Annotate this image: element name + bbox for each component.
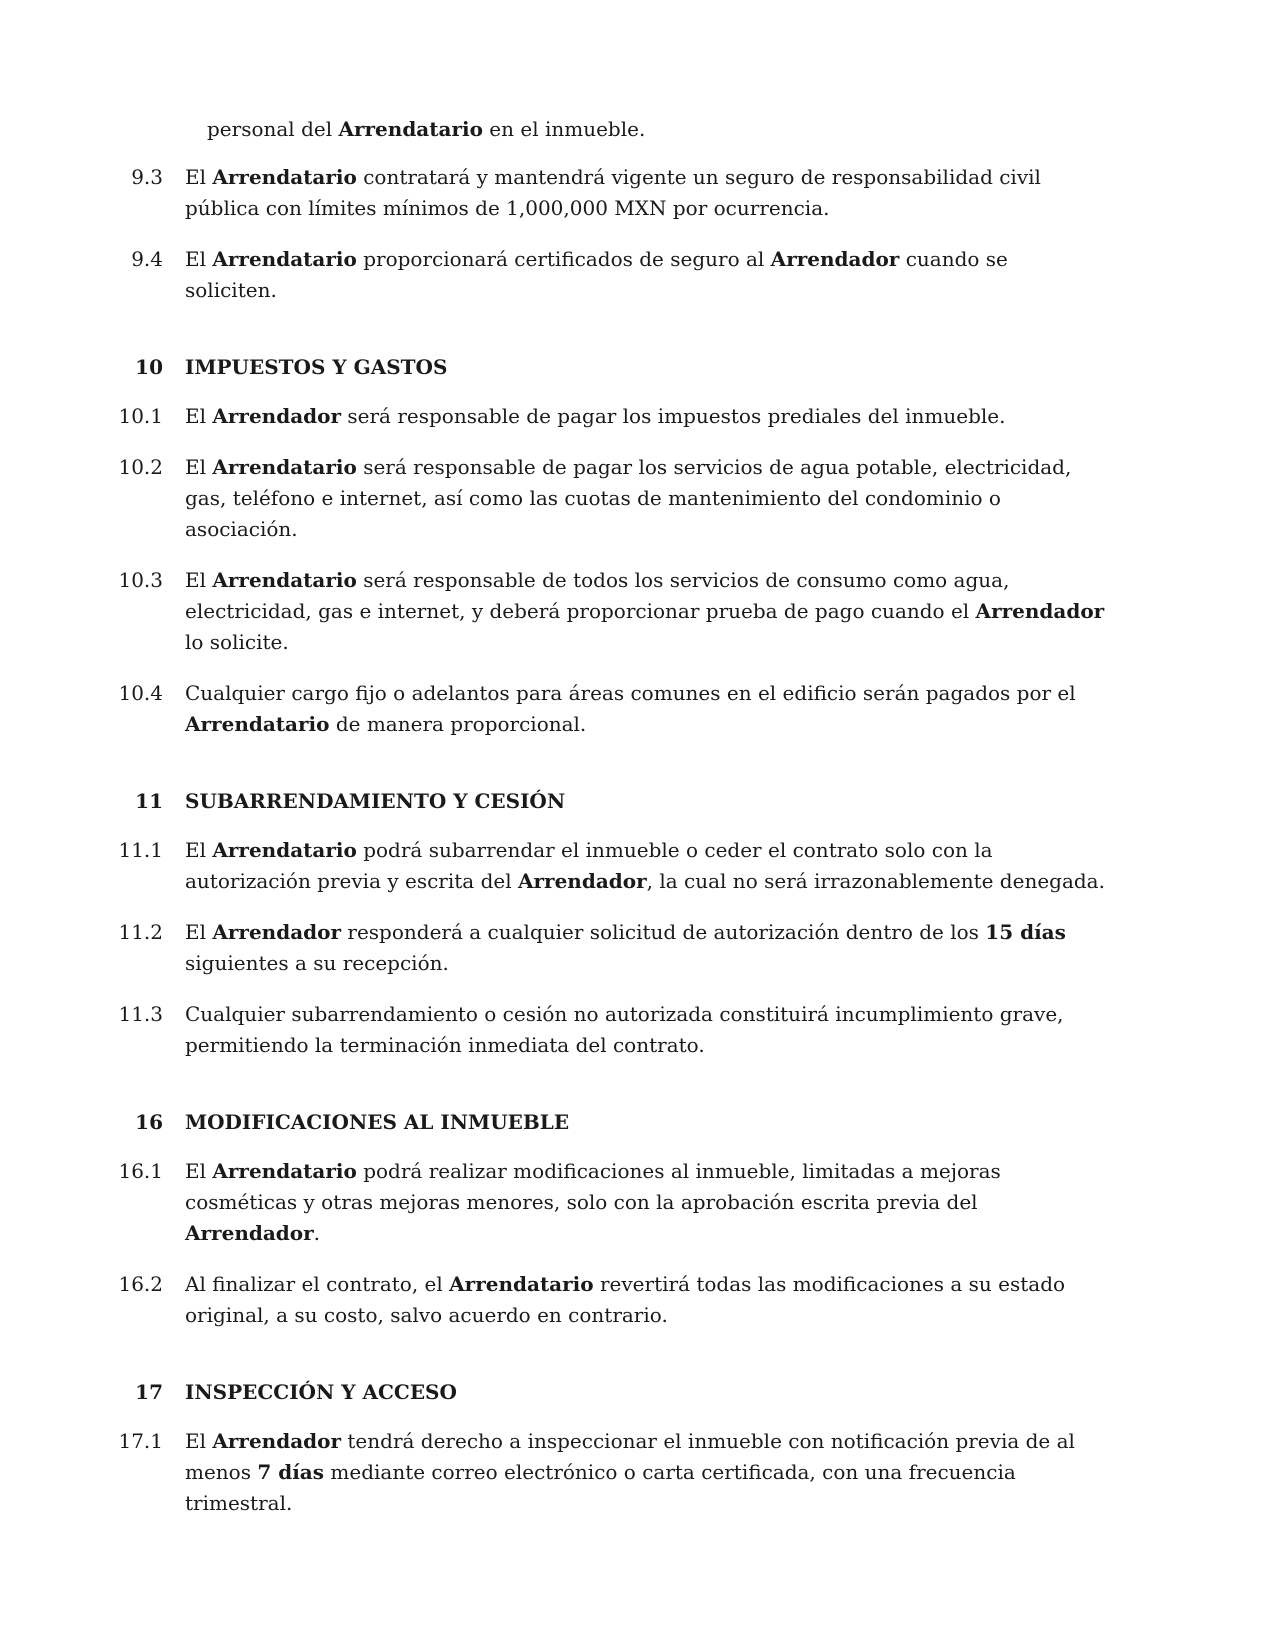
bold-term: Arrendatario xyxy=(212,455,357,479)
text-run: mediante correo electrónico o carta certificada, con una frecuencia trimestral. xyxy=(185,1460,1016,1515)
text-run: cuando se soliciten. xyxy=(185,247,1008,302)
text-run: será responsable de pagar los servicios de agua potable, electricidad, gas, teléfono e internet, así como las cuotas de mantenimiento del condominio o asociación. xyxy=(185,455,1072,541)
text-run: de manera proporcional. xyxy=(329,712,587,736)
text-run: , la cual no será irrazonablemente denegada. xyxy=(646,869,1105,893)
section xyxy=(0,162,1275,306)
clause-number: 10.1 xyxy=(118,404,163,428)
clause-number: 9.4 xyxy=(131,247,163,271)
text-run: lo solicite. xyxy=(185,630,289,654)
clause xyxy=(0,401,1275,432)
section-heading xyxy=(0,1377,1275,1408)
clause-text xyxy=(185,1426,1105,1519)
text-run: . xyxy=(313,1221,321,1245)
bold-term: Arrendador xyxy=(212,1429,342,1453)
text-run: personal del xyxy=(207,117,339,141)
text-run: siguientes a su recepción. xyxy=(185,951,449,975)
clause-number: 16.1 xyxy=(118,1159,163,1183)
bold-term: 7 días xyxy=(257,1460,325,1484)
bold-term: Arrendador xyxy=(975,599,1105,623)
clause xyxy=(0,452,1275,545)
clause-text xyxy=(185,565,1105,658)
text-run: El xyxy=(185,1429,213,1453)
section-heading xyxy=(0,352,1275,383)
clause xyxy=(0,1426,1275,1519)
continued-paragraph xyxy=(207,114,1127,145)
clause xyxy=(0,999,1275,1061)
section-heading xyxy=(0,1107,1275,1138)
clause xyxy=(0,678,1275,740)
text-run: será responsable de pagar los impuestos prediales del inmueble. xyxy=(341,404,1006,428)
bold-term: Arrendatario xyxy=(212,165,357,189)
section-heading xyxy=(0,786,1275,817)
clause-text xyxy=(185,452,1105,545)
clause xyxy=(0,1269,1275,1331)
text-run: proporcionará certificados de seguro al xyxy=(356,247,771,271)
clause xyxy=(0,1156,1275,1249)
text-run: Cualquier cargo fijo o adelantos para áreas comunes en el edificio serán pagados por el xyxy=(185,681,1076,705)
text-run: revertirá todas las modificaciones a su estado original, a su costo, salvo acuerdo en contrario. xyxy=(185,1272,1066,1327)
clause-text xyxy=(185,917,1105,979)
clause-number: 10.4 xyxy=(118,681,163,705)
clause-number: 11.2 xyxy=(118,920,163,944)
text-run: podrá realizar modificaciones al inmueble, limitadas a mejoras cosméticas y otras mejoras menores, solo con la aprobación escrita previa del xyxy=(185,1159,1001,1214)
text-run: El xyxy=(185,838,213,862)
section-number: 17 xyxy=(135,1380,163,1404)
bold-term: 15 días xyxy=(985,920,1066,944)
section-title: IMPUESTOS Y GASTOS xyxy=(185,355,448,379)
section xyxy=(0,352,1275,740)
bold-term: Arrendatario xyxy=(212,1159,357,1183)
bold-term: Arrendatario xyxy=(449,1272,594,1296)
clause-text xyxy=(185,999,1105,1061)
text-run: El xyxy=(185,455,213,479)
clause-text xyxy=(185,162,1105,224)
clause-text xyxy=(185,835,1105,897)
clause-text xyxy=(185,244,1105,306)
section-title: INSPECCIÓN Y ACCESO xyxy=(185,1380,457,1404)
section xyxy=(0,1107,1275,1331)
section-number: 11 xyxy=(135,789,163,813)
clause-text xyxy=(185,401,1105,432)
section-title: MODIFICACIONES AL INMUEBLE xyxy=(185,1110,570,1134)
clause-number: 16.2 xyxy=(118,1272,163,1296)
clause-number: 10.3 xyxy=(118,568,163,592)
text-run: tendrá derecho a inspeccionar el inmueble con notificación previa de al menos xyxy=(185,1429,1075,1484)
text-run: El xyxy=(185,165,213,189)
text-run: Al finalizar el contrato, el xyxy=(185,1272,450,1296)
document-content xyxy=(0,114,1275,1539)
bold-term: Arrendatario xyxy=(212,568,357,592)
clause xyxy=(0,565,1275,658)
clause-text xyxy=(185,1269,1105,1331)
bold-term: Arrendatario xyxy=(212,247,357,271)
clause-number: 11.1 xyxy=(118,838,163,862)
clause-text xyxy=(185,1156,1105,1249)
clause-text xyxy=(185,678,1105,740)
bold-term: Arrendatario xyxy=(338,117,483,141)
section-title: SUBARRENDAMIENTO Y CESIÓN xyxy=(185,789,566,813)
text-run: en el inmueble. xyxy=(482,117,646,141)
text-run: podrá subarrendar el inmueble o ceder el contrato solo con la autorización previa y escrita del xyxy=(185,838,993,893)
clause-number: 9.3 xyxy=(131,165,163,189)
section-number: 10 xyxy=(135,355,163,379)
text-run: El xyxy=(185,404,213,428)
bold-term: Arrendador xyxy=(212,920,342,944)
text-run: Cualquier subarrendamiento o cesión no autorizada constituirá incumplimiento grave, permitiendo la terminación inmediata del contrato. xyxy=(185,1002,1064,1057)
text-run: El xyxy=(185,920,213,944)
clause-number: 17.1 xyxy=(118,1429,163,1453)
text-run: El xyxy=(185,568,213,592)
section xyxy=(0,786,1275,1061)
section-number: 16 xyxy=(135,1110,163,1134)
clause xyxy=(0,162,1275,224)
text-run: El xyxy=(185,1159,213,1183)
clause xyxy=(0,835,1275,897)
bold-term: Arrendador xyxy=(770,247,900,271)
bold-term: Arrendador xyxy=(185,1221,314,1245)
clause xyxy=(0,244,1275,306)
clause-number: 11.3 xyxy=(118,1002,163,1026)
text-run: responderá a cualquier solicitud de autorización dentro de los xyxy=(341,920,986,944)
section xyxy=(0,1377,1275,1519)
bold-term: Arrendador xyxy=(212,404,342,428)
clause-number: 10.2 xyxy=(118,455,163,479)
text-run: será responsable de todos los servicios de consumo como agua, electricidad, gas e internet, y deberá proporcionar prueba de pago cuando el xyxy=(185,568,1010,623)
bold-term: Arrendador xyxy=(517,869,647,893)
clause xyxy=(0,917,1275,979)
text-run: contratará y mantendrá vigente un seguro de responsabilidad civil pública con límites mínimos de 1,000,000 MXN por ocurrencia. xyxy=(185,165,1041,220)
sections-container xyxy=(0,162,1275,1519)
bold-term: Arrendatario xyxy=(185,712,330,736)
bold-term: Arrendatario xyxy=(212,838,357,862)
text-run: El xyxy=(185,247,213,271)
